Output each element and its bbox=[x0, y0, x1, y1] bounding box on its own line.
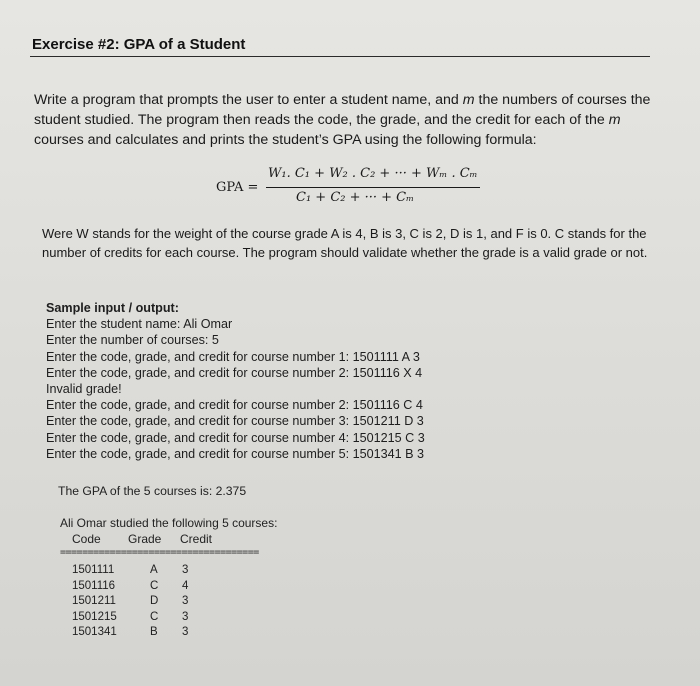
row-code: 1501116 bbox=[72, 579, 116, 592]
table-row bbox=[72, 626, 232, 642]
row-grade: A bbox=[150, 564, 158, 576]
row-credit: 3 bbox=[182, 595, 189, 608]
table-separator: ==================================== bbox=[60, 547, 259, 558]
intro-var-m-2: m bbox=[608, 112, 621, 128]
exercise-title: Exercise #2: GPA of a Student bbox=[32, 36, 246, 53]
studied-courses-line: Ali Omar studied the following 5 courses: bbox=[60, 516, 278, 530]
weight-explanation: Were W stands for the weight of the course grade A is 4, B is 3, C is 2, D is 1, and F is 0. C stands for the number of credits for each course. The program should validate whether the grade is a valid grade or not. bbox=[42, 226, 648, 260]
row-code: 1501211 bbox=[72, 595, 116, 608]
table-row bbox=[72, 564, 232, 580]
col-grade: Grade bbox=[128, 532, 162, 546]
sample-line: Enter the code, grade, and credit for course number 1: 1501111 A 3 bbox=[46, 349, 420, 364]
row-grade: B bbox=[150, 626, 158, 639]
formula-numerator: W₁. C₁ + W₂ . C₂ + ··· + Wₘ . Cₘ bbox=[268, 166, 478, 181]
intro-var-m-1: m bbox=[462, 92, 475, 108]
sample-heading: Sample input / output: bbox=[46, 301, 179, 315]
col-code: Code bbox=[72, 532, 101, 546]
table-row bbox=[72, 595, 232, 611]
row-credit: 3 bbox=[182, 626, 189, 639]
col-credit: Credit bbox=[180, 532, 213, 546]
sample-line: Enter the number of courses: 5 bbox=[46, 333, 219, 348]
intro-paragraph bbox=[34, 90, 654, 150]
row-code: 1501111 bbox=[72, 564, 115, 576]
sample-line: Enter the code, grade, and credit for course number 2: 1501116 X 4 bbox=[46, 365, 423, 380]
row-credit: 4 bbox=[182, 579, 189, 592]
sample-io bbox=[46, 300, 646, 462]
formula-fraction-bar bbox=[266, 187, 480, 188]
title-underline bbox=[30, 56, 650, 57]
gpa-result: The GPA of the 5 courses is: 2.375 bbox=[58, 484, 247, 498]
sample-line: Enter the code, grade, and credit for course number 2: 1501116 C 4 bbox=[46, 398, 423, 413]
intro-text-2: the numbers of courses the student studied. The program then reads the code, the grade, and the credit for each of the bbox=[34, 92, 651, 128]
sample-line: Invalid grade! bbox=[46, 382, 122, 397]
intro-text-3: courses and calculates and prints the student’s GPA using the following formula: bbox=[34, 132, 537, 148]
sample-line: Enter the code, grade, and credit for course number 3: 1501211 D 3 bbox=[46, 414, 424, 429]
course-table bbox=[72, 564, 232, 642]
sample-line: Enter the student name: Ali Omar bbox=[46, 317, 233, 332]
table-row bbox=[72, 580, 232, 596]
sample-line: Enter the code, grade, and credit for course number 5: 1501341 B 3 bbox=[46, 446, 425, 461]
row-grade: C bbox=[150, 579, 159, 592]
formula-lhs: GPA = bbox=[216, 180, 259, 195]
row-code: 1501215 bbox=[72, 610, 117, 623]
intro-text-1: Write a program that prompts the user to enter a student name, and bbox=[34, 92, 463, 108]
formula-denominator: C₁ + C₂ + ··· + Cₘ bbox=[296, 190, 415, 205]
row-code: 1501341 bbox=[72, 626, 117, 639]
table-row bbox=[72, 611, 232, 627]
row-credit: 3 bbox=[182, 564, 189, 576]
row-credit: 3 bbox=[182, 610, 189, 623]
sample-line: Enter the code, grade, and credit for course number 4: 1501215 C 3 bbox=[46, 430, 425, 445]
row-grade: D bbox=[150, 595, 159, 608]
row-grade: C bbox=[150, 610, 159, 623]
